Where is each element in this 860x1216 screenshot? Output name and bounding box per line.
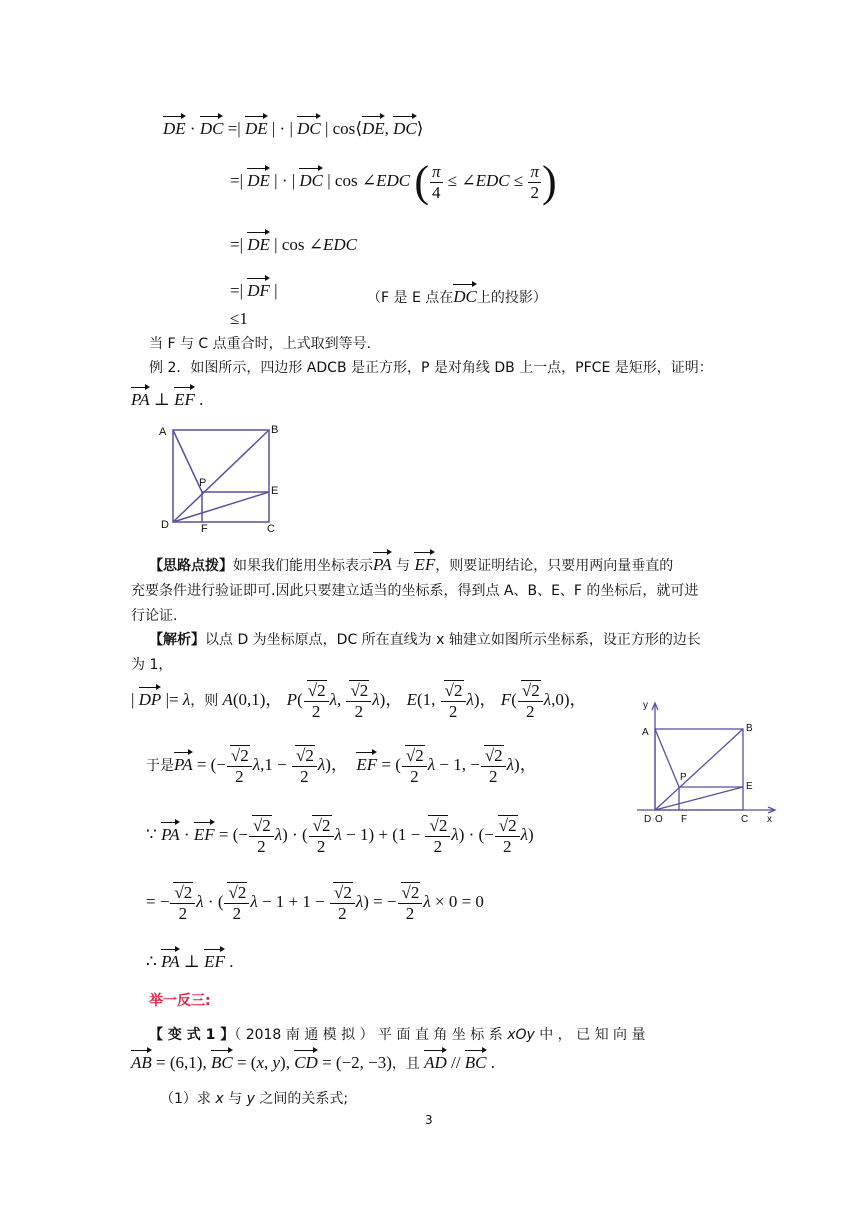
label-C: C <box>267 523 275 535</box>
example2-statement: 例 2．如图所示，四边形 ADCB 是正方形，P 是对角线 DB 上一点，PFCE 是矩形，证明： <box>149 360 713 376</box>
coordinate-figure-2 <box>635 695 785 830</box>
label-C: C <box>741 814 749 825</box>
label-E: E <box>746 781 753 792</box>
label-B: B <box>746 723 753 734</box>
label-D: D <box>644 814 652 825</box>
angle-edc: ∠EDC <box>361 170 411 190</box>
label-E: E <box>271 485 279 497</box>
le-one: ≤1 <box>230 309 248 328</box>
formula-line-2: =| DE | · | DC | cos ∠EDC ( $\frac{\pi}{4}$ ≤ ∠EDC ≤ $\frac{\pi}{2}$ ) <box>230 157 557 206</box>
solution-line-1: 【解析】以点 D 为坐标原点，DC 所在直线为 x 轴建立如图所示坐标系，设正方形的边长 <box>149 632 701 648</box>
label-D: D <box>161 519 169 531</box>
formula-line-4: =| DF | <box>230 274 278 301</box>
cos-text: cos <box>334 170 358 190</box>
solution-line-2: 为 1， <box>131 657 173 673</box>
example2-goal: PA ⊥ EF . <box>131 383 203 410</box>
coordinates-line: | DP |= λ，则 A(0,1)， P( √ $\frac{2}{2}$ λ, √ $\frac{2}{2}$ λ)， E(1, √ $\frac{2}{2}$ λ)， F( √ $\frac{2}{2}$ λ,0)， <box>131 680 587 722</box>
equality-note: 当 F 与 C 点重合时，上式取到等号. <box>149 336 372 352</box>
cos-text: cos <box>281 235 305 254</box>
label-A: A <box>159 426 167 438</box>
label-O: O <box>655 814 663 825</box>
square-figure-1 <box>157 420 287 535</box>
tip-line-2: 充要条件进行验证即可.因此只要建立适当的坐标系，得到点 A、B、E、F 的坐标后，就可进 <box>131 583 699 599</box>
result-line: = − √ $\frac{2}{2}$ λ · ( √ $\frac{2}{2}$ λ − 1 + 1 − √ $\frac{2}{2}$ λ) = − √ $\frac{2}{2}$ λ × 0 = 0 <box>146 882 484 924</box>
label-B: B <box>271 424 279 436</box>
tip-line-1: 【思路点拨】如果我们能用坐标表示PA 与 EF，则要证明结论，只要用两向量垂直的 <box>149 548 673 575</box>
variant-vectors: AB = (6,1), BC = (x, y), CD = (−2, −3)，且 AD // BC . <box>131 1046 495 1073</box>
formula-line-3: =| DE | cos ∠EDC <box>230 228 357 255</box>
label-F: F <box>681 814 688 825</box>
label-F: F <box>201 523 208 535</box>
variant-line-1: 【 变 式 1 】（ 2018 南 通 模 拟 ） 平 面 直 角 坐 标 系 xOy 中 ， 已 知 向 量 <box>149 1027 646 1043</box>
label-P: P <box>199 477 207 489</box>
tip-line-3: 行论证. <box>131 608 178 624</box>
label-P: P <box>680 772 687 783</box>
question-1: （1）求 x 与 y 之间的关系式; <box>160 1091 349 1107</box>
dot-product-line: ∵ PA · EF = (− √ $\frac{2}{2}$ λ) · ( √ $\frac{2}{2}$ λ − 1) + (1 − √ $\frac{2}{2}$ λ) · (− √ $\frac{2}{2}$ λ) <box>146 815 534 857</box>
vectors-line: 于是PA = (− √ $\frac{2}{2}$ λ,1 − √ $\frac{2}{2}$ λ)， EF = ( √ $\frac{2}{2}$ λ − 1, − √ $\frac{2}{2}$ λ)， <box>146 745 537 787</box>
projection-note: （F 是 E 点在DC上的投影） <box>367 280 547 307</box>
label-y: y <box>643 700 648 711</box>
page-number: 3 <box>425 1113 433 1127</box>
label-A: A <box>642 727 649 738</box>
formula-line-1: DE · DC =| DE | · | DC | cos⟨DE, DC⟩ <box>163 112 423 139</box>
variant-heading: 举一反三: <box>149 993 211 1009</box>
conclusion-line: ∴ PA ⊥ EF . <box>146 945 233 972</box>
cos-text: cos <box>332 119 356 138</box>
label-x: x <box>767 814 772 825</box>
